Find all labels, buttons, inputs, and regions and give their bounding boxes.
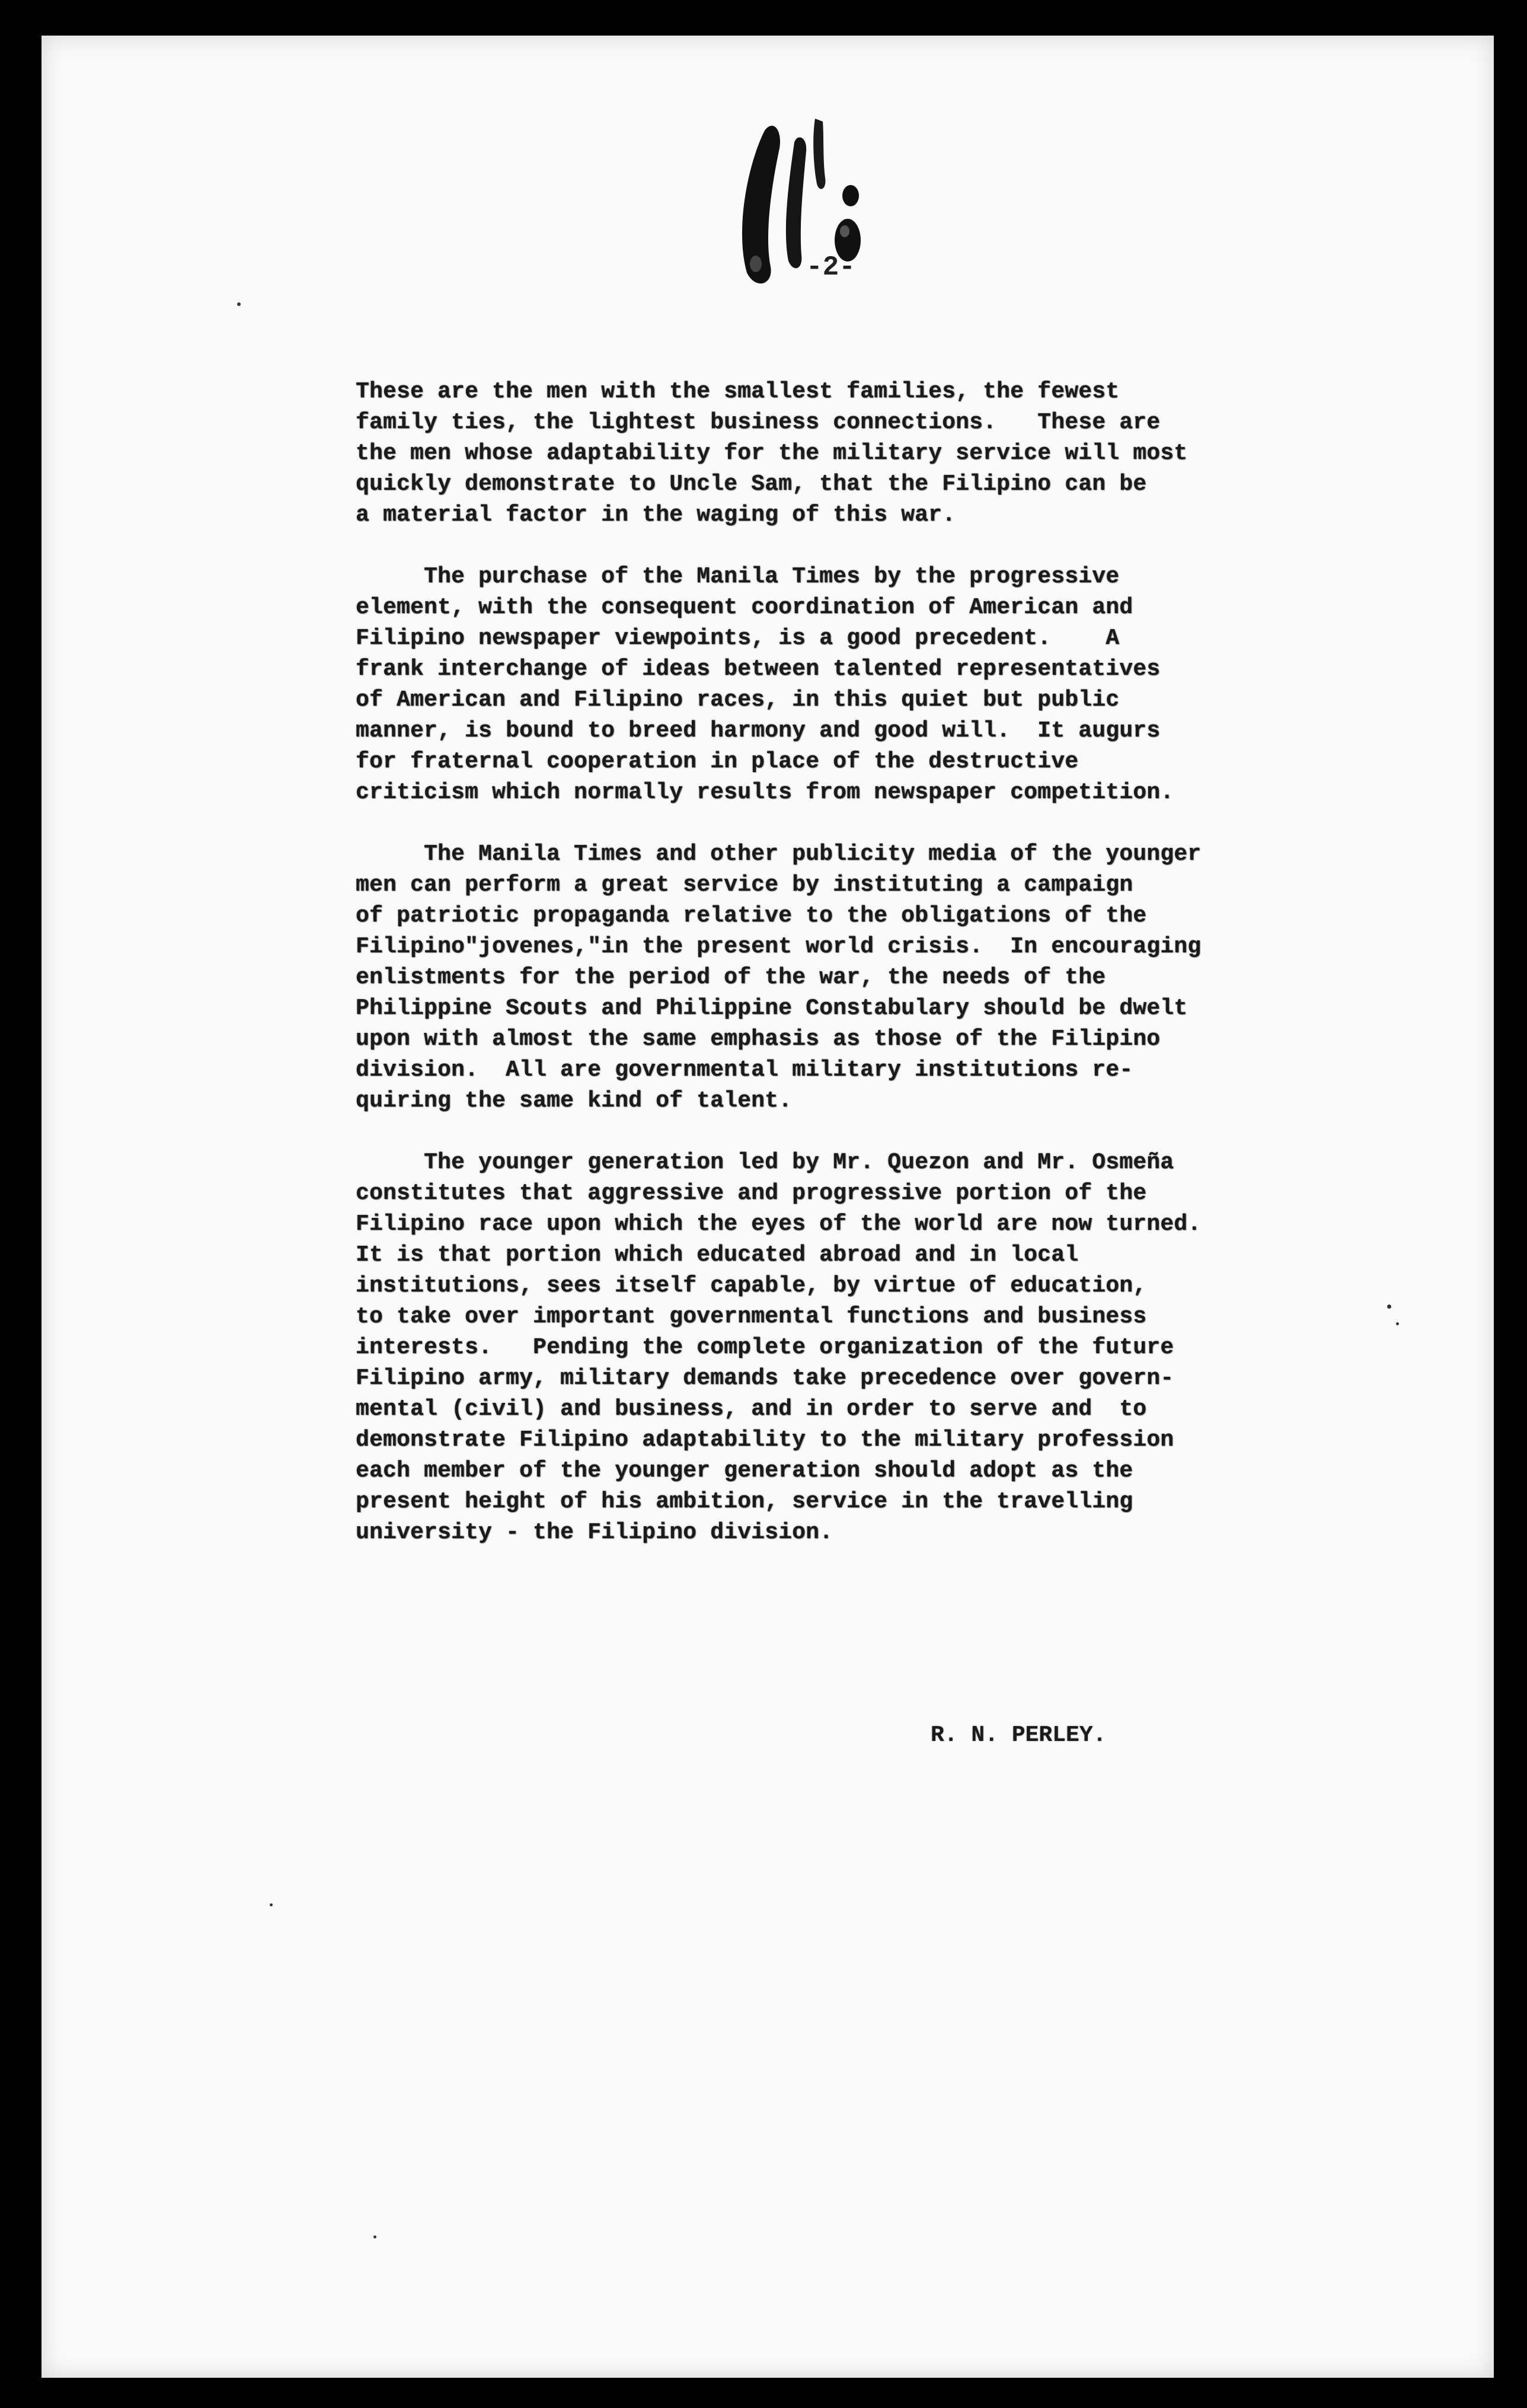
text-line: constitutes that aggressive and progressive portion of the (356, 1181, 1147, 1206)
text-line: The purchase of the Manila Times by the progressive (356, 564, 1120, 589)
letter-body (356, 377, 1375, 1579)
text-line: for fraternal cooperation in place of the destructive (356, 749, 1079, 774)
text-line: the men whose adaptability for the military service will most (356, 441, 1188, 466)
text-line: mental (civil) and business, and in order to serve and to (356, 1396, 1147, 1422)
text-line: criticism which normally results from newspaper competition. (356, 780, 1174, 805)
text-line: upon with almost the same emphasis as those of the Filipino (356, 1026, 1161, 1052)
text-line: each member of the younger generation should adopt as the (356, 1458, 1133, 1484)
text-line: Filipino army, military demands take precedence over govern- (356, 1366, 1174, 1391)
text-line: Filipino newspaper viewpoints, is a good precedent. A (356, 626, 1120, 651)
dust-speck (270, 1903, 273, 1906)
text-line: family ties, the lightest business connections. These are (356, 410, 1161, 435)
text-line: It is that portion which educated abroad and in local (356, 1242, 1079, 1268)
text-line: of patriotic propaganda relative to the obligations of the (356, 903, 1147, 929)
text-line: university - the Filipino division. (356, 1520, 833, 1545)
text-line: The Manila Times and other publicity media of the younger (356, 841, 1202, 867)
paragraph-2 (356, 562, 1375, 808)
text-line: demonstrate Filipino adaptability to the military profession (356, 1427, 1174, 1453)
text-line: manner, is bound to breed harmony and good will. It augurs (356, 718, 1161, 744)
dust-speck (1387, 1305, 1391, 1309)
document-page (41, 36, 1494, 2378)
text-line: quiring the same kind of talent. (356, 1088, 793, 1114)
text-line: quickly demonstrate to Uncle Sam, that the Filipino can be (356, 471, 1147, 497)
text-line: enlistments for the period of the war, the needs of the (356, 965, 1106, 990)
text-line: men can perform a great service by instituting a campaign (356, 872, 1133, 898)
dust-speck (373, 2235, 376, 2238)
text-line: Filipino"jovenes,"in the present world crisis. In encouraging (356, 934, 1202, 959)
page-number: -2- (806, 252, 855, 283)
paragraph-1 (356, 377, 1375, 531)
text-line: Filipino race upon which the eyes of the world are now turned. (356, 1211, 1202, 1237)
text-line: present height of his ambition, service in the travelling (356, 1489, 1133, 1514)
text-line: element, with the consequent coordination of American and (356, 595, 1133, 620)
signature: R. N. PERLEY. (931, 1723, 1107, 1748)
text-line: division. All are governmental military institutions re- (356, 1057, 1133, 1083)
text-line: These are the men with the smallest families, the fewest (356, 379, 1120, 404)
text-line: a material factor in the waging of this war. (356, 502, 956, 528)
text-line: of American and Filipino races, in this quiet but public (356, 687, 1120, 713)
text-line: Philippine Scouts and Philippine Constabulary should be dwelt (356, 996, 1188, 1021)
paragraph-4 (356, 1147, 1375, 1548)
paragraph-3 (356, 839, 1375, 1117)
dust-speck (237, 302, 241, 306)
text-line: interests. Pending the complete organization of the future (356, 1335, 1174, 1360)
text-line: frank interchange of ideas between talented representatives (356, 656, 1161, 682)
text-line: The younger generation led by Mr. Quezon and Mr. Osmeña (356, 1150, 1174, 1175)
text-line: institutions, sees itself capable, by virtue of education, (356, 1273, 1147, 1299)
text-line: to take over important governmental functions and business (356, 1304, 1147, 1329)
dust-speck (1396, 1322, 1399, 1325)
